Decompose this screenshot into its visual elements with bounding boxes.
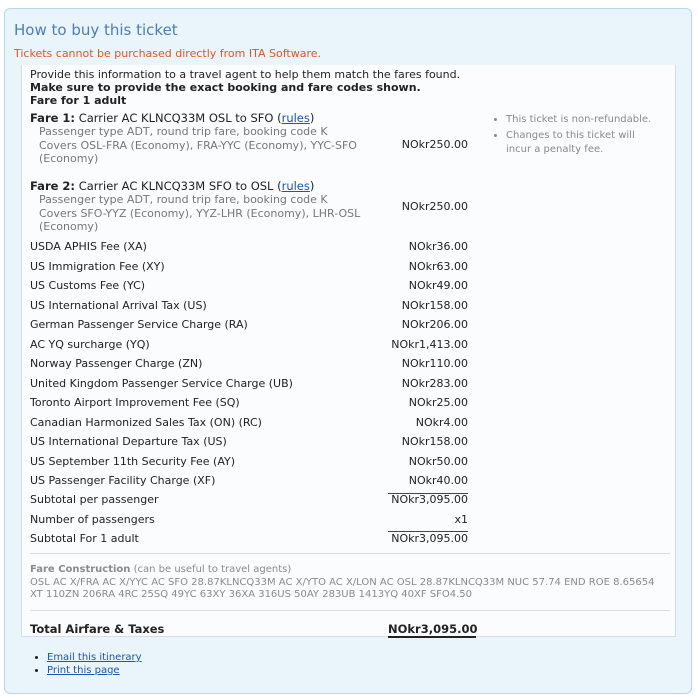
tax-row-label: Canadian Harmonized Sales Tax (ON) (RC) (30, 415, 262, 429)
total-underline (388, 636, 476, 638)
tax-row-label: USDA APHIS Fee (XA) (30, 240, 147, 253)
tax-row-amount: NOkr1,413.00 (391, 337, 468, 351)
fare-1-rules-link[interactable]: rules (281, 111, 310, 125)
fare-1-label: Fare 1: (30, 111, 76, 125)
fare-1-detail: Passenger type ADT, round trip fare, booking code K Covers OSL-FRA (Economy), FRA-YYC (Economy), YYC-SFO (Economy) (39, 125, 357, 165)
summary-row-amount: x1 (454, 512, 468, 526)
ticket-notes (492, 113, 662, 159)
fare-1-close: ) (309, 111, 315, 125)
tax-row-label: US Customs Fee (YC) (30, 279, 146, 292)
summary-row-label: Number of passengers (30, 512, 155, 526)
fare-2-header (30, 179, 314, 193)
fare-2-close: ) (309, 179, 315, 193)
tax-row-label: German Passenger Service Charge (RA) (30, 318, 248, 331)
tax-row-label: US International Arrival Tax (US) (30, 298, 207, 312)
tax-row-label: US September 11th Security Fee (AY) (30, 454, 236, 468)
tax-row-label: Toronto Airport Improvement Fee (SQ) (30, 396, 240, 409)
fare-1-amount: NOkr250.00 (401, 138, 468, 151)
fare-1-carrier: Carrier AC KLNCQ33M OSL to SFO ( (78, 111, 282, 125)
tax-row-amount: NOkr4.00 (415, 415, 468, 429)
tax-row-amount: NOkr110.00 (401, 357, 468, 370)
fare-construction-separator (30, 553, 670, 554)
tax-row-amount: NOkr50.00 (408, 454, 468, 468)
fare-details-box (21, 65, 676, 637)
fare-2-label: Fare 2: (30, 179, 76, 193)
fare-2-detail: Passenger type ADT, round trip fare, booking code K Covers SFO-YYZ (Economy), YYZ-LHR (Economy), LHR-OSL (Economy) (39, 193, 361, 233)
tax-row-label: AC YQ surcharge (YQ) (30, 337, 150, 351)
summary-row-label: Subtotal For 1 adult (30, 532, 139, 545)
action-links (35, 652, 142, 678)
fare-2-rules-link[interactable]: rules (281, 179, 310, 193)
fare-construction-text: OSL AC X/FRA AC X/YYC AC SFO 28.87KLNCQ33M AC X/YTO AC X/LON AC OSL 28.87KLNCQ33M NUC 57.74 END ROE 8.65654 XT 110ZN 206RA 4RC 25SQ 49YC 63XY 36XA 316US 50AY 283UB 1413YQ 40XF SFO4.50 (30, 577, 655, 600)
total-separator (30, 610, 670, 611)
tax-row-label: Norway Passenger Charge (ZN) (30, 357, 203, 370)
tax-row-label: US International Departure Tax (US) (30, 435, 227, 448)
tax-row-amount: NOkr36.00 (408, 240, 468, 253)
intro-warning: Make sure to provide the exact booking and fare codes shown. (30, 81, 421, 94)
tax-row-amount: NOkr40.00 (408, 474, 468, 487)
print-page-link[interactable]: Print this page (47, 665, 120, 676)
tax-row-amount: NOkr158.00 (401, 298, 468, 312)
summary-row-amount: NOkr3,095.00 (391, 493, 468, 506)
tax-row-amount: NOkr158.00 (401, 435, 468, 448)
total-amount: NOkr3,095.00 (388, 622, 478, 636)
tax-row-label: US Passenger Facility Charge (XF) (30, 474, 216, 487)
intro-text: Provide this information to a travel agent to help them match the fares found. (30, 68, 461, 81)
tax-row-amount: NOkr63.00 (408, 259, 468, 273)
fare-construction-label: Fare Construction (30, 564, 131, 575)
fare-1-header (30, 111, 314, 125)
email-itinerary-link[interactable]: Email this itinerary (47, 652, 142, 663)
panel-title: How to buy this ticket (14, 21, 178, 39)
tax-row-amount: NOkr283.00 (401, 376, 468, 390)
tax-row-label: US Immigration Fee (XY) (30, 259, 165, 273)
fare-2-carrier: Carrier AC KLNCQ33M SFO to OSL ( (78, 179, 282, 193)
fare-construction-header (30, 564, 291, 575)
fare-2-amount: NOkr250.00 (401, 200, 468, 213)
tax-row-amount: NOkr49.00 (408, 279, 468, 292)
tax-row-amount: NOkr25.00 (408, 396, 468, 409)
tax-row-amount: NOkr206.00 (401, 318, 468, 331)
tax-row-label: United Kingdom Passenger Service Charge (UB) (30, 376, 293, 390)
fare-construction-hint: (can be useful to travel agents) (133, 564, 292, 575)
note-non-refundable: • This ticket is non-refundable. (506, 113, 662, 127)
summary-row-amount: NOkr3,095.00 (391, 532, 468, 545)
total-label: Total Airfare & Taxes (30, 622, 165, 636)
note-penalty-fee: • Changes to this ticket will incur a penalty fee. (506, 129, 662, 157)
purchase-warning: Tickets cannot be purchased directly from ITA Software. (14, 47, 321, 60)
fare-for-label: Fare for 1 adult (30, 94, 127, 107)
how-to-buy-panel (4, 8, 692, 694)
summary-row-label: Subtotal per passenger (30, 493, 159, 506)
